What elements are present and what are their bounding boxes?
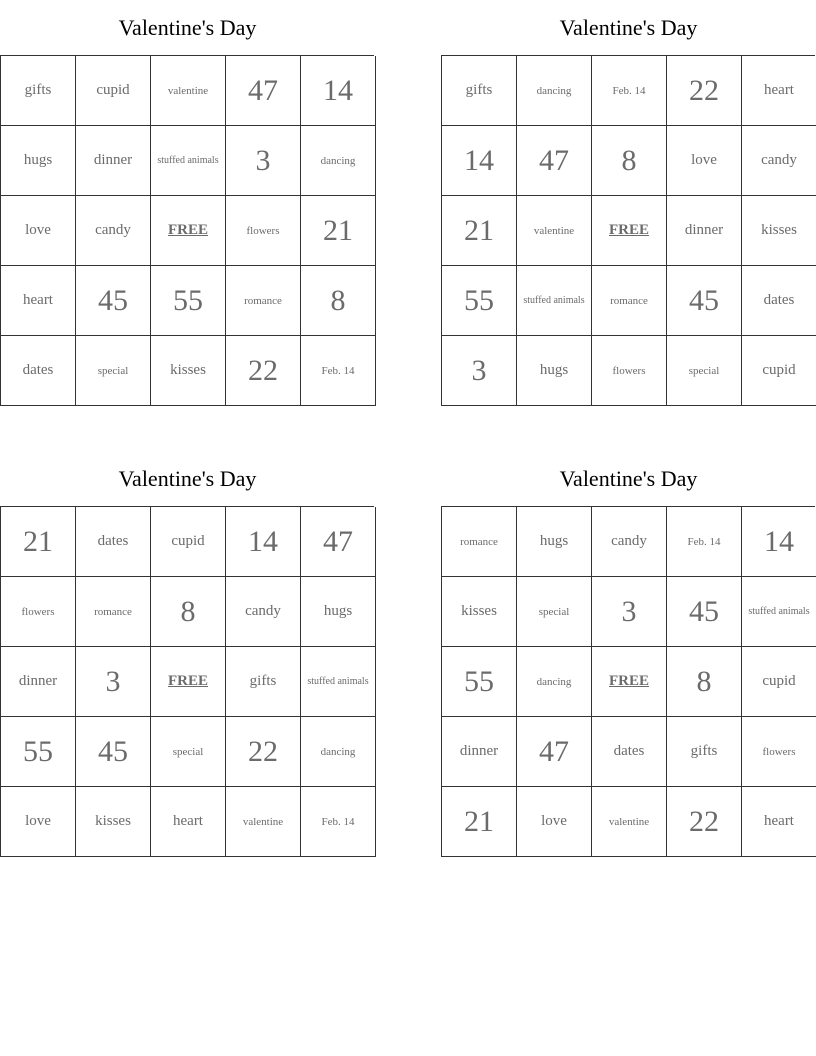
bingo-cell: dates [1,336,76,406]
bingo-cell: flowers [742,717,816,787]
bingo-cell: candy [226,577,301,647]
bingo-grid [0,506,374,857]
bingo-cell: 55 [1,717,76,787]
bingo-cell: valentine [517,196,592,266]
bingo-cell: love [667,126,742,196]
bingo-cell: cupid [151,507,226,577]
bingo-card-2 [441,0,816,406]
bingo-cell: stuffed animals [151,126,226,196]
bingo-cell: 14 [301,56,376,126]
bingo-cell: 47 [226,56,301,126]
bingo-cell: dates [742,266,816,336]
bingo-cell: 55 [442,647,517,717]
bingo-cell: dinner [76,126,151,196]
card-title: Valentine's Day [118,15,257,40]
bingo-cell: 21 [1,507,76,577]
bingo-cell: cupid [742,336,816,406]
bingo-cell: kisses [151,336,226,406]
bingo-cell: 47 [517,126,592,196]
bingo-cell: 8 [592,126,667,196]
bingo-cell: hugs [1,126,76,196]
bingo-cell: dinner [1,647,76,717]
bingo-cell: romance [442,507,517,577]
free-space-cell: FREE [151,196,226,266]
bingo-cell: kisses [742,196,816,266]
bingo-cell: 55 [151,266,226,336]
bingo-cell: kisses [442,577,517,647]
bingo-cell: 45 [667,577,742,647]
bingo-cell: 8 [151,577,226,647]
bingo-cell: candy [76,196,151,266]
bingo-cell: romance [226,266,301,336]
bingo-cell: hugs [301,577,376,647]
bingo-cell: hugs [517,336,592,406]
bingo-cell: 14 [226,507,301,577]
bingo-cell: dinner [442,717,517,787]
bingo-cell: romance [592,266,667,336]
bingo-cell: 3 [592,577,667,647]
card-title: Valentine's Day [118,466,257,491]
bingo-cell: love [1,196,76,266]
bingo-cell: 8 [301,266,376,336]
bingo-cell: 22 [226,336,301,406]
bingo-cell: Feb. 14 [592,56,667,126]
bingo-cell: love [517,787,592,857]
bingo-grid [0,55,374,406]
bingo-cell: 3 [442,336,517,406]
bingo-cell: heart [1,266,76,336]
bingo-cell: Feb. 14 [667,507,742,577]
bingo-cell: dates [76,507,151,577]
bingo-cell: 21 [442,196,517,266]
bingo-cell: cupid [76,56,151,126]
bingo-cell: gifts [442,56,517,126]
bingo-cell: romance [76,577,151,647]
bingo-cell: Feb. 14 [301,787,376,857]
bingo-cell: love [1,787,76,857]
bingo-card-4 [441,451,816,857]
bingo-cell: 21 [442,787,517,857]
bingo-cell: Feb. 14 [301,336,376,406]
free-space-cell: FREE [592,647,667,717]
bingo-cell: dancing [301,717,376,787]
bingo-cell: 14 [742,507,816,577]
bingo-cell: flowers [1,577,76,647]
bingo-cell: heart [742,787,816,857]
bingo-cell: 45 [76,266,151,336]
bingo-cell: heart [742,56,816,126]
bingo-cell: cupid [742,647,816,717]
bingo-cell: dancing [517,647,592,717]
bingo-cell: 55 [442,266,517,336]
bingo-cell: flowers [226,196,301,266]
bingo-card-3 [0,451,375,857]
bingo-cell: valentine [151,56,226,126]
bingo-cell: 21 [301,196,376,266]
bingo-cell: stuffed animals [517,266,592,336]
bingo-card-1 [0,0,375,406]
bingo-cell: 47 [301,507,376,577]
bingo-cell: gifts [1,56,76,126]
bingo-cell: dancing [517,56,592,126]
bingo-cell: dates [592,717,667,787]
bingo-cell: kisses [76,787,151,857]
bingo-cell: candy [742,126,816,196]
bingo-cell: special [667,336,742,406]
bingo-cell: valentine [226,787,301,857]
bingo-cell: 14 [442,126,517,196]
free-space-cell: FREE [151,647,226,717]
bingo-cell: gifts [667,717,742,787]
bingo-cell: hugs [517,507,592,577]
free-space-cell: FREE [592,196,667,266]
bingo-cell: flowers [592,336,667,406]
bingo-cell: valentine [592,787,667,857]
card-title: Valentine's Day [559,466,698,491]
bingo-cell: 45 [667,266,742,336]
bingo-cell: special [151,717,226,787]
bingo-cell: 45 [76,717,151,787]
bingo-cell: 22 [226,717,301,787]
bingo-cell: 3 [76,647,151,717]
bingo-cell: 8 [667,647,742,717]
bingo-cell: 47 [517,717,592,787]
bingo-cell: stuffed animals [301,647,376,717]
bingo-cell: heart [151,787,226,857]
bingo-cell: dinner [667,196,742,266]
bingo-cell: candy [592,507,667,577]
bingo-cell: stuffed animals [742,577,816,647]
bingo-grid [441,55,815,406]
bingo-cell: special [76,336,151,406]
bingo-cell: 22 [667,787,742,857]
bingo-cell: special [517,577,592,647]
bingo-grid [441,506,815,857]
bingo-cell: dancing [301,126,376,196]
bingo-cell: 3 [226,126,301,196]
card-title: Valentine's Day [559,15,698,40]
bingo-cell: 22 [667,56,742,126]
bingo-cell: gifts [226,647,301,717]
